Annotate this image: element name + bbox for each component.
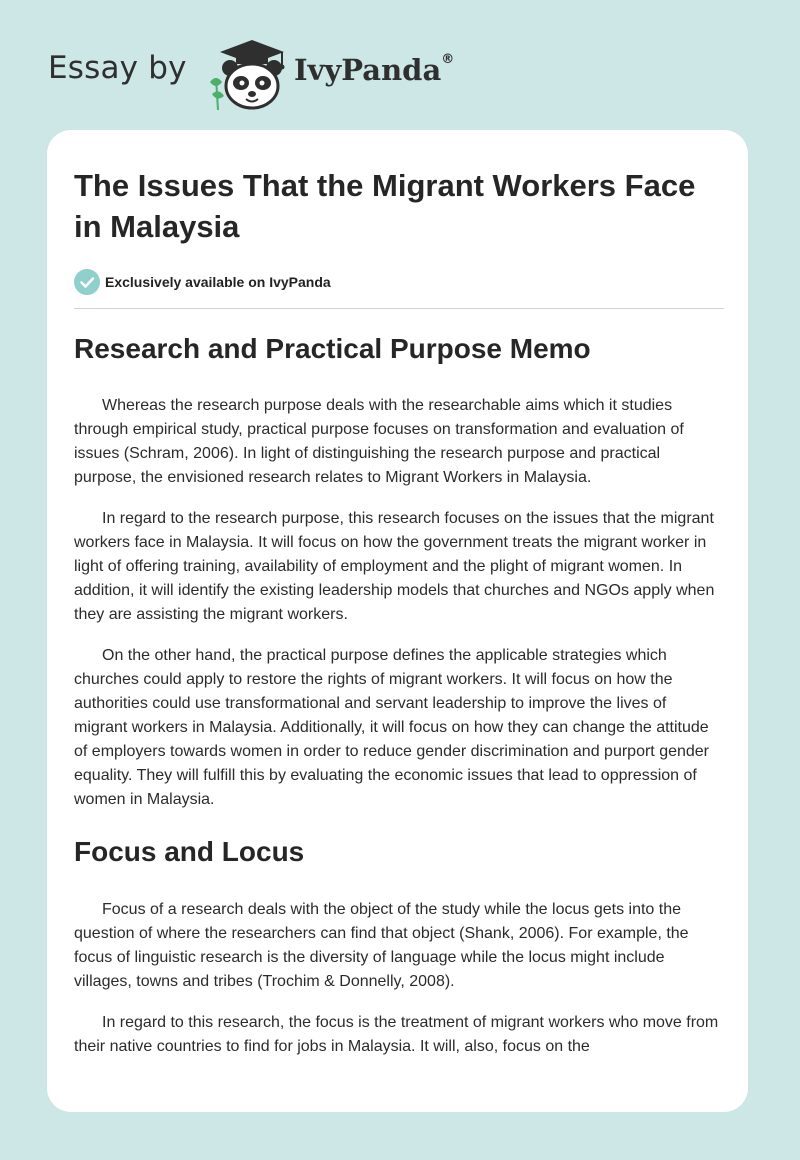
registered-mark: ®: [441, 52, 455, 68]
page-title: The Issues That the Migrant Workers Face in Malaysia: [74, 168, 696, 244]
paragraph: In regard to the research purpose, this research focuses on the issues that the migrant workers face in Malaysia. It will focus on how the government treats the migrant worker in light of offering training, availability of employment and the plight of migrant women. In addition, it will identify the existing leadership models that churches and NGOs apply when they are assisting the migrant workers.: [74, 510, 715, 623]
paragraph: In regard to this research, the focus is the treatment of migrant workers who move from their native countries to find for jobs in Malaysia. It will, also, focus on the: [74, 1014, 719, 1055]
section-heading-research-purpose: Research and Practical Purpose Memo: [74, 333, 591, 364]
essay-card: [47, 130, 748, 1112]
essay-by-label: Essay by: [48, 50, 187, 86]
section-heading-focus-locus: Focus and Locus: [74, 836, 305, 867]
paragraph: On the other hand, the practical purpose defines the applicable strategies which churches could apply to restore the rights of migrant workers. It will focus on how the authorities could use transformational and servant leadership to improve the lives of migrant workers in Malaysia. Additionally, it will focus on how they can change the attitude of employers towards women in order to reduce gender discrimination and purport gender equality. They will fulfill this by evaluating the economic issues that lead to oppression of women in Malaysia.: [74, 647, 710, 808]
panda-graduate-logo-icon[interactable]: [202, 38, 292, 110]
essay-content: [74, 165, 724, 1059]
exclusive-badge-label: Exclusively available on IvyPanda: [105, 274, 331, 290]
check-circle-icon: [74, 269, 100, 295]
divider: [74, 308, 724, 309]
brand-name[interactable]: [294, 53, 454, 87]
exclusive-badge: [74, 269, 724, 295]
brand-text: IvyPanda: [294, 53, 442, 87]
paragraph: Whereas the research purpose deals with the researchable aims which it studies through empirical study, practical purpose focuses on transformation and evaluation of issues (Schram, 2006). In light of distinguishing the research purpose and practical purpose, the envisioned research relates to Migrant Workers in Malaysia.: [74, 397, 684, 486]
paragraph: Focus of a research deals with the object of the study while the locus gets into the question of where the researchers can find that object (Shank, 2006). For example, the focus of linguistic research is the diversity of language while the locus might include villages, towns and tribes (Trochim & Donnelly, 2008).: [74, 901, 689, 990]
site-header: [48, 30, 748, 110]
